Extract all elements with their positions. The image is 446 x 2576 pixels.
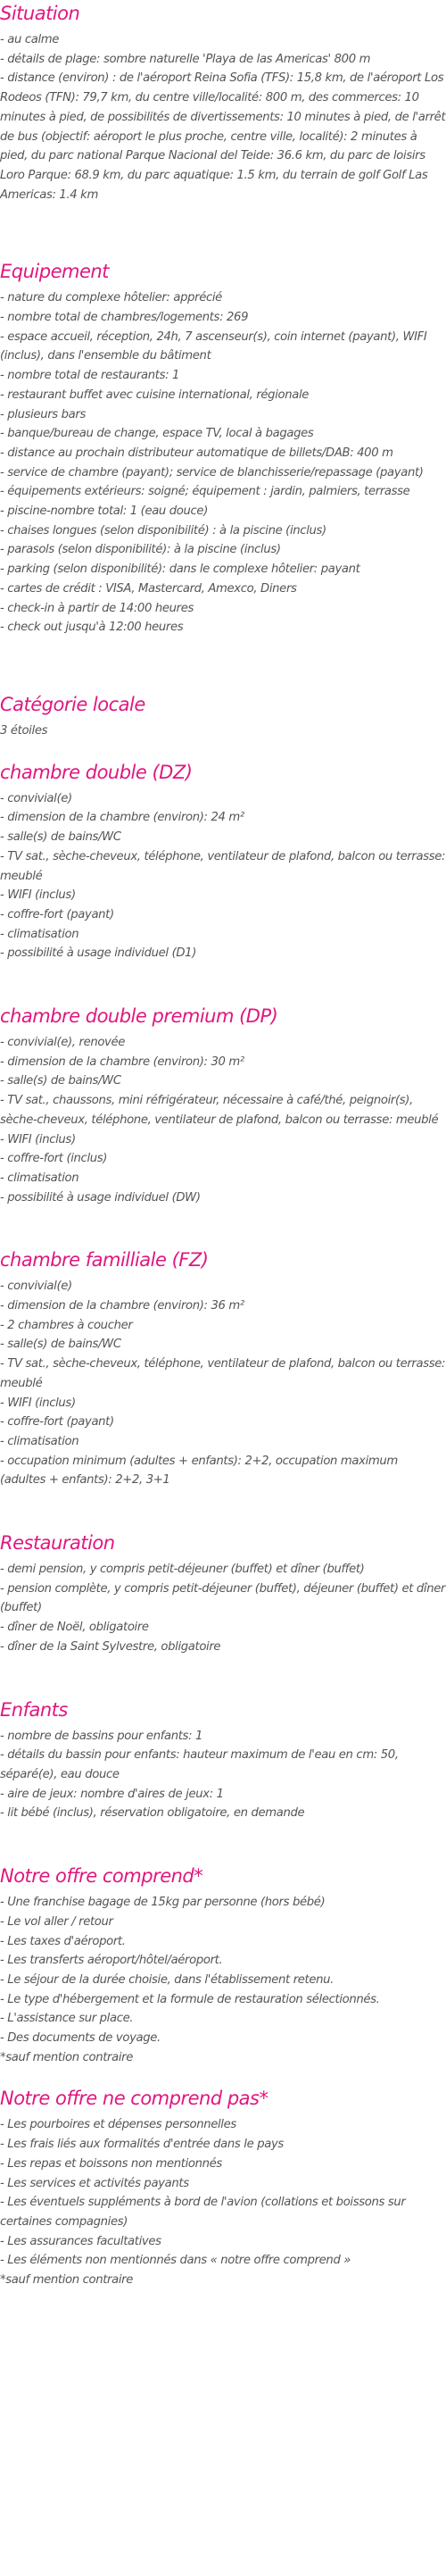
list-item: - Les assurances facultatives <box>0 2234 161 2248</box>
offre-comprend-list <box>0 1893 446 2067</box>
list-item: - pension complète, y compris petit-déjeuner (buffet), déjeuner (buffet) et dîner (buffet) <box>0 1581 446 1615</box>
list-item: - coffre-fort (payant) <box>0 907 114 921</box>
restauration-list <box>0 1560 446 1657</box>
chambre-dp-list <box>0 1033 446 1207</box>
list-item: - salle(s) de bains/WC <box>0 1074 121 1088</box>
list-item: - TV sat., sèche-cheveux, téléphone, ventilateur de plafond, balcon ou terrasse: meublé <box>0 1357 446 1390</box>
list-item: - WIFI (inclus) <box>0 1132 76 1146</box>
list-item: - Le séjour de la durée choisie, dans l'établissement retenu. <box>0 1972 334 1987</box>
list-item: - lit bébé (inclus), réservation obligatoire, en demande <box>0 1806 305 1821</box>
list-item: - occupation minimum (adultes + enfants): 2+2, occupation maximum (adultes + enfants): 2+2, 3+1 <box>0 1454 398 1488</box>
list-item: - banque/bureau de change, espace TV, local à bagages <box>0 427 314 441</box>
list-item: - coffre-fort (payant) <box>0 1415 114 1430</box>
list-item: - parking (selon disponibilité): dans le complexe hôtelier: payant <box>0 563 360 577</box>
list-item: - convivial(e), renovée <box>0 1036 126 1050</box>
list-item: - possibilité à usage individuel (D1) <box>0 946 197 961</box>
list-item: - Les repas et boissons non mentionnés <box>0 2156 222 2171</box>
list-item: - dimension de la chambre (environ): 36 m² <box>0 1299 244 1313</box>
list-item: - distance (environ) : de l'aéroport Reina Sofia (TFS): 15,8 km, de l'aéroport Los Rodeos (TFN): 79,7 km, du centre ville/localité: 800 m, des commerces: 10 minutes à pied, de possibilités de divertissements: 10 minutes à pied, de l'arrêt de bus (objectif: aéroport le plus proche, centre ville, localité): 2 minutes à pied, du parc national Parque Nacional del Teide: 36.6 km, du parc de loisirs Loro Parque: 68.9 km, du parc aquatique: 1.5 km, du terrain de golf Golf Las Americas: 1.4 km <box>0 71 446 202</box>
list-item: - salle(s) de bains/WC <box>0 830 121 845</box>
list-item: - demi pension, y compris petit-déjeuner (buffet) et dîner (buffet) <box>0 1563 365 1577</box>
list-item: - dîner de Noël, obligatoire <box>0 1621 149 1635</box>
chambre-fz-section <box>0 1246 446 1490</box>
list-item: - plusieurs bars <box>0 407 86 421</box>
list-item: - Les frais liés aux formalités d'entrée dans le pays <box>0 2138 284 2152</box>
list-item: - Le vol aller / retour <box>0 1914 113 1929</box>
situation-heading: Situation <box>0 3 80 24</box>
list-item: - nombre total de restaurants: 1 <box>0 369 180 383</box>
list-item: - nombre de bassins pour enfants: 1 <box>0 1729 203 1743</box>
list-item: - TV sat., sèche-cheveux, téléphone, ventilateur de plafond, balcon ou terrasse: meublé <box>0 849 446 883</box>
equipement-heading: Equipement <box>0 261 109 283</box>
list-item: - Des documents de voyage. <box>0 2031 161 2046</box>
list-item: - climatisation <box>0 927 79 941</box>
list-item: - chaises longues (selon disponibilité) : à la piscine (inclus) <box>0 523 326 538</box>
chambre-dp-heading: chambre double premium (DP) <box>0 1005 278 1028</box>
list-item: - nombre total de chambres/logements: 269 <box>0 311 249 325</box>
list-item: - espace accueil, réception, 24h, 7 ascenseur(s), coin internet (payant), WIFI (inclus), dans l'ensemble du bâtiment <box>0 329 427 363</box>
enfants-heading: Enfants <box>0 1698 68 1721</box>
list-item: - TV sat., chaussons, mini réfrigérateur, nécessaire à café/thé, peignoir(s), sèche-cheveux, téléphone, ventilateur de plafond, balcon ou terrasse: meublé <box>0 1094 439 1127</box>
offre-comprend-section <box>0 1863 446 2067</box>
list-item: - Les taxes d'aéroport. <box>0 1934 126 1948</box>
situation-section <box>0 0 446 204</box>
enfants-list <box>0 1727 446 1824</box>
list-item: - check out jusqu'à 12:00 heures <box>0 621 184 635</box>
list-item: - 2 chambres à coucher <box>0 1318 133 1332</box>
categorie-heading: Catégorie locale <box>0 693 145 715</box>
list-item: - Le type d'hébergement et la formule de restauration sélectionnés. <box>0 1992 380 2006</box>
chambre-dz-list <box>0 789 446 963</box>
list-item: - au calme <box>0 33 60 46</box>
offre-ne-comprend-list <box>0 2115 446 2289</box>
chambre-fz-list <box>0 1277 446 1490</box>
list-item: - WIFI (inclus) <box>0 888 76 903</box>
list-item: - climatisation <box>0 1434 79 1448</box>
list-item: - convivial(e) <box>0 791 72 805</box>
list-item: - aire de jeux: nombre d'aires de jeux: 1 <box>0 1787 224 1801</box>
list-item: 3 étoiles <box>0 723 48 738</box>
list-item: - convivial(e) <box>0 1280 72 1294</box>
chambre-dz-section <box>0 759 446 963</box>
list-item: - Les transferts aéroport/hôtel/aéroport. <box>0 1954 223 1968</box>
list-item: - dimension de la chambre (environ): 30 m² <box>0 1055 244 1069</box>
list-item: - détails du bassin pour enfants: hauteur maximum de l'eau en cm: 50, séparé(e), eau douce <box>0 1748 399 1781</box>
list-item: - check-in à partir de 14:00 heures <box>0 601 194 615</box>
list-item: - détails de plage: sombre naturelle 'Playa de las Americas' 800 m <box>0 52 371 66</box>
list-item: - Une franchise bagage de 15kg par personne (hors bébé) <box>0 1896 326 1910</box>
list-item: - climatisation <box>0 1171 79 1185</box>
list-item: - Les éventuels suppléments à bord de l'avion (collations et boissons sur certaines compagnies) <box>0 2196 406 2229</box>
list-item: - dîner de la Saint Sylvestre, obligatoire <box>0 1639 221 1654</box>
list-item: - Les pourboires et dépenses personnelles <box>0 2118 236 2132</box>
chambre-dz-heading: chambre double (DZ) <box>0 761 193 783</box>
list-item: - restaurant buffet avec cuisine international, régionale <box>0 388 310 402</box>
list-item: - distance au prochain distributeur automatique de billets/DAB: 400 m <box>0 446 393 460</box>
list-item: *sauf mention contraire <box>0 2050 134 2064</box>
restauration-section <box>0 1530 446 1657</box>
list-item: - piscine-nombre total: 1 (eau douce) <box>0 504 208 519</box>
categorie-list <box>0 721 446 741</box>
list-item: - équipements extérieurs: soigné; équipement : jardin, palmiers, terrasse <box>0 485 410 499</box>
categorie-section <box>0 691 446 741</box>
list-item: - Les éléments non mentionnés dans « notre offre comprend » <box>0 2254 351 2268</box>
list-item: - dimension de la chambre (environ): 24 m² <box>0 811 244 825</box>
equipement-section <box>0 258 446 638</box>
list-item: - parasols (selon disponibilité): à la piscine (inclus) <box>0 543 281 557</box>
list-item: *sauf mention contraire <box>0 2273 134 2288</box>
offre-ne-comprend-heading: Notre offre ne comprend pas* <box>0 2088 268 2110</box>
list-item: - service de chambre (payant); service de blanchisserie/repassage (payant) <box>0 465 424 479</box>
list-item: - possibilité à usage individuel (DW) <box>0 1190 201 1205</box>
list-item: - salle(s) de bains/WC <box>0 1338 121 1352</box>
list-item: - WIFI (inclus) <box>0 1396 76 1410</box>
restauration-heading: Restauration <box>0 1532 115 1555</box>
list-item: - Les services et activités payants <box>0 2176 189 2190</box>
list-item: - coffre-fort (inclus) <box>0 1152 108 1166</box>
list-item: - L'assistance sur place. <box>0 2012 134 2026</box>
chambre-fz-heading: chambre familliale (FZ) <box>0 1249 209 1271</box>
chambre-dp-section <box>0 1003 446 1207</box>
enfants-section <box>0 1696 446 1824</box>
list-item: - nature du complexe hôtelier: apprécié <box>0 291 222 305</box>
situation-list <box>0 30 446 204</box>
list-item: - cartes de crédit : VISA, Mastercard, Amexco, Diners <box>0 581 297 596</box>
equipement-list <box>0 288 446 638</box>
offre-ne-comprend-section <box>0 2085 446 2289</box>
offre-comprend-heading: Notre offre comprend* <box>0 1865 203 1888</box>
